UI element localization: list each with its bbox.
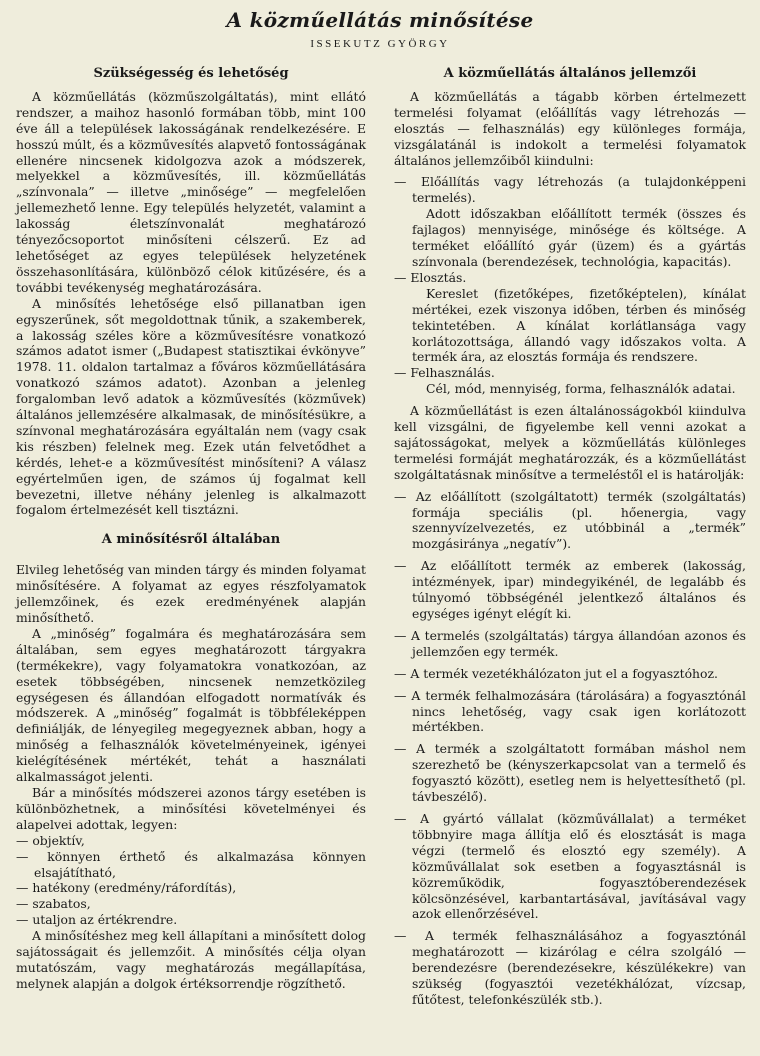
section-heading-qualification: A minősítésről általában bbox=[101, 532, 281, 548]
list-item: — A termék a szolgáltatott formában máshol nem szerezhető be (kényszerkapcsolat van a termelő és fogyasztó között), esetleg nem is helyettesíthető (pl. távbeszélő). bbox=[394, 741, 746, 805]
paragraph: A minősítés lehetősége első pillanatban igen egyszerűnek, sőt megoldottnak tűnik, a szakemberek, a lakosság széles köre a közművesítésre vonatkozó számos adatot ismer („Budapest statisztikai évkönyve” 1978. 11. oldalon tartalmaz a főváros közműellátására vonatkozó számos adatot). Azonban a jelenleg forgalomban levő adatok a közművesítés (közművek) általános jellemzésére alkalmasak, de minősítésükre, a színvonal meghatározására egyáltalán nem (vagy csak kis részben) felelnek meg. Ezek után felvetődhet a kérdés, lehet-e a közművesítést minősíteni? A válasz egyértelműen igen, de számos új fogalmat kell bevezetni, illetve néhány jelenleg is alkalmazott fogalom értelmezését kell tisztázni. bbox=[16, 295, 366, 518]
list-item: — A termék vezetékhálózaton jut el a fogyasztóhoz. bbox=[394, 665, 718, 681]
list-item: — Elosztás. bbox=[394, 269, 467, 285]
list-item: — A termék felhasználásához a fogyasztónál meghatározott — kizárólag e célra szolgáló — berendezésre (berendezésekre, készülékekre) van szükség (fogyasztói vezetékhálózat, vízcsap, fűtőtest, telefonkészülék stb.). bbox=[394, 928, 746, 1007]
paragraph: A minősítéshez meg kell állapítani a minősített dolog sajátosságait és jellemzőit. A minősítés célja olyan mutatószám, vagy meghatározás megállapítása, melynek alapján a dolgok értéksorrendje rögzíthető. bbox=[16, 928, 366, 991]
list-item: — Az előállított termék az emberek (lakosság, intézmények, ipar) mindegyikénél, de legalább és túlnyomó többségénél jelentkező általános és egységes igényt elégít ki. bbox=[394, 558, 746, 621]
list-item: — A termék felhalmozására (tárolására) a fogyasztónál nincs lehetőség, vagy csak igen korlátozott mértékben. bbox=[394, 687, 746, 735]
list-item-text: Cél, mód, mennyiség, forma, felhasználók adatai. bbox=[426, 381, 736, 397]
section-heading-necessity: Szükségesség és lehetőség bbox=[93, 66, 289, 81]
list-item: — könnyen érthető és alkalmazása könnyen elsajátítható, bbox=[16, 848, 366, 880]
list-item: — Felhasználás. bbox=[394, 365, 495, 381]
list-item: — A gyártó vállalat (közművállalat) a terméket többnyire maga állítja elő és elosztását is maga végzi (termelő és elosztó egy személy). A közművállalat sok esetben a fogyasztásnál is közreműködik, fogyasztóberendezések kölcsönzésével, karbantartásával, javításával vagy azok ellenőrzésével. bbox=[394, 810, 746, 922]
list-item: — utaljon az értékrendre. bbox=[16, 912, 178, 928]
left-column bbox=[16, 66, 366, 992]
article-title: A közműellátás minősítése bbox=[226, 8, 534, 32]
list-item-text: Kereslet (fizetőképes, fizetőképtelen), kínálat mértékei, ezek viszonya időben, térben és minőség tekintetében. A kínálat korlátlansága vagy korlátozottsága, állandó vagy időszakos volta. A termék ára, az elosztás formája és rendszere. bbox=[412, 285, 746, 365]
author-name: ISSEKUTZ GYÖRGY bbox=[310, 38, 450, 50]
section-heading-general: A közműellátás általános jellemzői bbox=[443, 66, 697, 81]
right-column bbox=[394, 66, 746, 1008]
paragraph: Elvileg lehetőség van minden tárgy és minden folyamat minősítésére. A folyamat az egyes részfolyamatok jellemzőinek, és ezek eredményének alapján minősíthető. bbox=[16, 562, 366, 625]
paragraph: A közműellátás (közműszolgáltatás), mint ellátó rendszer, a maihoz hasonló formában több, mint 100 éve áll a települések lakosságának rendelkezésére. E hosszú múlt, és a közművesítés alapvető fontosságának ellenére nincsenek kidolgozva azok a módszerek, melyekkel a közművesítés, ill. közműellátás „színvonala” — illetve „minősége” — megfelelően jellemezhető lenne. Egy település helyzetét, valamint a lakosság életszínvonalát meghatározó tényezőcsoportot minősíteni célszerű. Ez ad lehetőséget az egyes települések helyzetének összehasonlítására, különböző célok kitűzésére, és a további tevékenység meghatározására. bbox=[16, 88, 366, 295]
list-item: — szabatos, bbox=[16, 896, 91, 912]
list-item: — Előállítás vagy létrehozás (a tulajdonképpeni termelés). bbox=[394, 174, 746, 206]
list-item: — hatékony (eredmény/ráfordítás), bbox=[16, 880, 237, 896]
list-item: — Az előállított (szolgáltatott) termék (szolgáltatás) formája speciális (pl. hőenergia, vagy szennyvízelvezetés, ez utóbbinál a „termék” mozgásiránya „negatív”). bbox=[394, 488, 746, 552]
list-item: — objektív, bbox=[16, 832, 85, 848]
paragraph: A „minőség” fogalmára és meghatározására sem általában, sem egyes meghatározott tárgyakra (termékekre), vagy folyamatokra vonatkozóan, az esetek többségében, nincsenek nemzetközileg egységesen és állandóan elfogadott normatívák és módszerek. A „minőség” fogalmát is többféleképpen definiálják, de lényegileg megegyeznek abban, hogy a minőség a felhasználók követelményeinek, igényei kielégítésének mértékét, tehát a használati alkalmasságot jelenti. bbox=[16, 625, 366, 785]
paragraph: A közműellátás a tágabb körben értelmezett termelési folyamat (előállítás vagy létrehozás — elosztás — felhasználás) egy különleges formája, vizsgálatánál is indokolt a termelési folyamatok általános jellemzőiből kiindulni: bbox=[394, 88, 746, 168]
paragraph: A közműellátást is ezen általánosságokból kiindulva kell vizsgálni, de figyelembe kell venni azokat a sajátosságokat, melyek a közműellátás különleges termelési formáját meghatározzák, és a közműellátást szolgáltatásnak minősítve a termeléstől el is határolják: bbox=[394, 403, 746, 482]
list-item-text: Adott időszakban előállított termék (összes és fajlagos) mennyisége, minősége és költsége. A terméket előállító gyár (üzem) és a gyártás színvonala (berendezések, technológia, kapacitás). bbox=[412, 206, 746, 269]
list-item: — A termelés (szolgáltatás) tárgya állandóan azonos és jellemzően egy termék. bbox=[394, 627, 746, 659]
paragraph: Bár a minősítés módszerei azonos tárgy esetében is különbözhetnek, a minősítési követelményei és alapelvei adottak, legyen: bbox=[16, 784, 366, 832]
